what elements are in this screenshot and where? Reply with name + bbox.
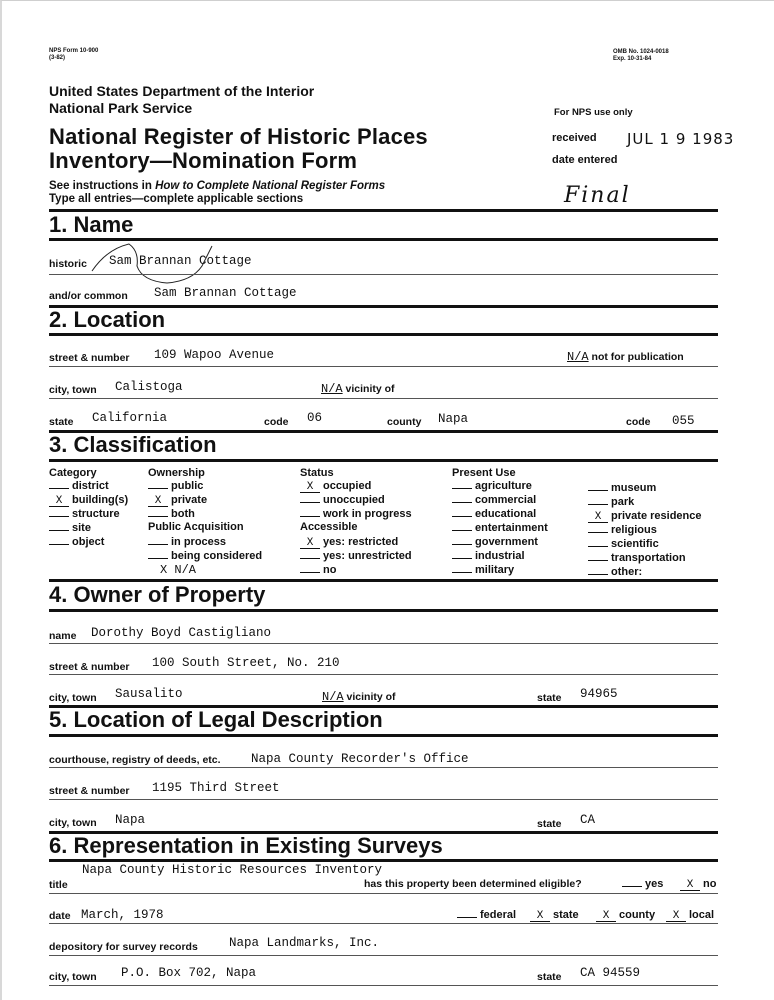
received-label: received <box>552 132 597 144</box>
survey-state-label: state <box>537 971 562 983</box>
vicinity <box>321 382 395 396</box>
ownership-group <box>148 467 262 577</box>
checkbox-museum[interactable]: museum <box>588 481 702 495</box>
city-field[interactable]: Calistoga <box>115 380 183 394</box>
depository-label: depository for survey records <box>49 941 198 953</box>
courthouse-label: courthouse, registry of deeds, etc. <box>49 754 221 766</box>
street-label: street & number <box>49 352 130 364</box>
checkbox-unoccupied[interactable]: unoccupied <box>300 493 412 507</box>
checkbox-site[interactable]: site <box>49 521 128 535</box>
owner-vicinity-value[interactable]: N/A <box>322 690 344 704</box>
field-underline <box>49 274 718 275</box>
checkbox-industrial[interactable]: industrial <box>452 549 548 563</box>
county-code-label: code <box>626 416 651 428</box>
expiration-date: Exp. 10-31-84 <box>613 56 652 62</box>
present-use-group-2 <box>588 481 702 579</box>
checkbox-eligible-no[interactable]: X no <box>680 877 716 891</box>
checkbox-park[interactable]: park <box>588 495 702 509</box>
checkbox-private-residence[interactable]: X private residence <box>588 509 702 523</box>
survey-state-field[interactable]: CA 94559 <box>580 966 641 980</box>
divider <box>49 859 718 862</box>
category-group <box>49 467 128 549</box>
checkbox-local[interactable]: X local <box>666 908 714 922</box>
checkbox-educational[interactable]: educational <box>452 507 548 521</box>
checkbox-private[interactable]: X private <box>148 493 262 507</box>
owner-city-label: city, town <box>49 692 97 704</box>
county-label: county <box>387 416 422 428</box>
legal-city-field[interactable]: Napa <box>115 813 146 827</box>
owner-street-label: street & number <box>49 661 130 673</box>
received-stamp: JUL 1 9 1983 <box>627 130 735 148</box>
department-name: United States Department of the Interior <box>49 83 315 99</box>
section-5-heading: 5. Location of Legal Description <box>49 707 383 732</box>
present-use-group <box>452 467 548 577</box>
checkbox-county[interactable]: X county <box>596 908 655 922</box>
divider <box>49 609 718 612</box>
common-name-field[interactable]: Sam Brannan Cottage <box>154 286 297 300</box>
state-code-field[interactable]: 06 <box>307 411 323 425</box>
checkbox-state[interactable]: X state <box>530 908 579 922</box>
not-for-publication-label: not for publication <box>591 351 684 363</box>
section-1-heading: 1. Name <box>49 212 134 237</box>
common-label: and/or common <box>49 290 128 302</box>
field-underline <box>49 955 718 956</box>
nps-use-label: For NPS use only <box>554 107 633 118</box>
present-use-title: Present Use <box>452 467 516 479</box>
divider <box>49 459 718 462</box>
owner-vicinity-label: vicinity of <box>346 691 396 703</box>
checkbox-no[interactable]: no <box>300 563 412 577</box>
survey-city-label: city, town <box>49 971 97 983</box>
field-underline <box>49 799 718 800</box>
state-code-label: code <box>264 416 289 428</box>
checkbox-work-in-progress[interactable]: work in progress <box>300 507 412 521</box>
historic-label: historic <box>49 258 87 270</box>
survey-title-field[interactable]: Napa County Historic Resources Inventory <box>82 863 383 877</box>
field-underline <box>49 643 718 644</box>
state-field[interactable]: California <box>92 411 168 425</box>
field-underline <box>49 398 718 399</box>
checkbox-eligible-yes[interactable]: yes <box>622 877 663 891</box>
checkbox-occupied[interactable]: X occupied <box>300 479 412 493</box>
checkbox-yes-unrestricted[interactable]: yes: unrestricted <box>300 549 412 563</box>
handwritten-bracket-icon <box>87 241 237 286</box>
city-label: city, town <box>49 384 97 396</box>
legal-street-label: street & number <box>49 785 130 797</box>
survey-city-field[interactable]: P.O. Box 702, Napa <box>121 966 257 980</box>
section-2-heading: 2. Location <box>49 307 166 332</box>
divider <box>49 333 718 336</box>
checkbox-commercial[interactable]: commercial <box>452 493 548 507</box>
survey-date-label: date <box>49 910 71 922</box>
courthouse-field[interactable]: Napa County Recorder's Office <box>251 752 469 766</box>
instructions-italic: How to Complete National Register Forms <box>155 180 386 192</box>
owner-state-label: state <box>537 692 562 704</box>
legal-state-label: state <box>537 818 562 830</box>
legal-city-label: city, town <box>49 817 97 829</box>
form-title-line2: Inventory—Nomination Form <box>49 148 358 173</box>
checkbox-religious[interactable]: religious <box>588 523 702 537</box>
owner-city-field[interactable]: Sausalito <box>115 687 183 701</box>
checkbox-other[interactable]: other: <box>588 565 702 579</box>
survey-date-field[interactable]: March, 1978 <box>81 908 164 922</box>
category-title: Category <box>49 467 97 479</box>
section-6-heading: 6. Representation in Existing Surveys <box>49 833 443 858</box>
public-acquisition-title: Public Acquisition <box>148 521 244 533</box>
legal-street-field[interactable]: 1195 Third Street <box>152 781 280 795</box>
instructions-line2: Type all entries—complete applicable sections <box>49 193 304 205</box>
owner-name-label: name <box>49 630 77 642</box>
field-underline <box>49 893 718 894</box>
county-field[interactable]: Napa <box>438 412 469 426</box>
vicinity-label: vicinity of <box>345 383 395 395</box>
not-for-publication-value[interactable]: N/A <box>567 350 589 364</box>
street-field[interactable]: 109 Wapoo Avenue <box>154 348 275 362</box>
date-entered-label: date entered <box>552 154 618 166</box>
field-underline <box>49 674 718 675</box>
checkbox-military[interactable]: military <box>452 563 548 577</box>
status-title: Status <box>300 467 334 479</box>
checkbox-both[interactable]: both <box>148 507 262 521</box>
historic-name-field[interactable]: Sam Brannan Cottage <box>109 254 252 268</box>
not-for-publication <box>567 350 684 364</box>
county-code-field[interactable]: 055 <box>672 414 695 428</box>
divider <box>49 734 718 737</box>
divider <box>49 209 718 212</box>
depository-field[interactable]: Napa Landmarks, Inc. <box>229 936 380 950</box>
status-group <box>300 467 412 577</box>
checkbox-transportation[interactable]: transportation <box>588 551 702 565</box>
omb-number: OMB No. 1024-0018 <box>613 49 669 55</box>
instructions-line1 <box>49 180 385 193</box>
state-label: state <box>49 416 74 428</box>
owner-street-field[interactable]: 100 South Street, No. 210 <box>152 656 340 670</box>
owner-vicinity <box>322 690 396 704</box>
checkbox-yes-restricted[interactable]: X yes: restricted <box>300 535 412 549</box>
accessible-title: Accessible <box>300 521 358 533</box>
form-number: NPS Form 10-900 <box>49 48 99 54</box>
owner-state-field[interactable]: 94965 <box>580 687 618 701</box>
checkbox-in-process[interactable]: in process <box>148 535 262 549</box>
owner-name-field[interactable]: Dorothy Boyd Castigliano <box>91 626 272 640</box>
field-underline <box>49 923 718 924</box>
checkbox-public[interactable]: public <box>148 479 262 493</box>
checkbox-buildings[interactable]: X building(s) <box>49 493 128 507</box>
form-revision: (3-82) <box>49 55 66 61</box>
vicinity-value[interactable]: N/A <box>321 382 343 396</box>
field-underline <box>49 985 718 986</box>
field-underline <box>49 366 718 367</box>
service-name: National Park Service <box>49 100 193 116</box>
instructions-prefix: See instructions in <box>49 180 156 192</box>
checkbox-federal[interactable]: federal <box>457 908 516 922</box>
checkbox-district[interactable]: district <box>49 479 128 493</box>
checkbox-being-considered[interactable]: being considered <box>148 549 262 563</box>
public-acquisition-note: X N/A <box>160 563 197 577</box>
checkbox-object[interactable]: object <box>49 535 128 549</box>
ownership-title: Ownership <box>148 467 205 479</box>
field-underline <box>49 767 718 768</box>
section-4-heading: 4. Owner of Property <box>49 582 266 607</box>
checkbox-entertainment[interactable]: entertainment <box>452 521 548 535</box>
form-title-line1: National Register of Historic Places <box>49 124 428 149</box>
legal-state-field[interactable]: CA <box>580 813 596 827</box>
survey-title-label: title <box>49 879 68 891</box>
checkbox-agriculture[interactable]: agriculture <box>452 479 548 493</box>
eligibility-question: has this property been determined eligible? <box>364 878 582 890</box>
signature: Final <box>564 183 631 208</box>
checkbox-scientific[interactable]: scientific <box>588 537 702 551</box>
checkbox-structure[interactable]: structure <box>49 507 128 521</box>
checkbox-government[interactable]: government <box>452 535 548 549</box>
section-3-heading: 3. Classification <box>49 432 217 457</box>
